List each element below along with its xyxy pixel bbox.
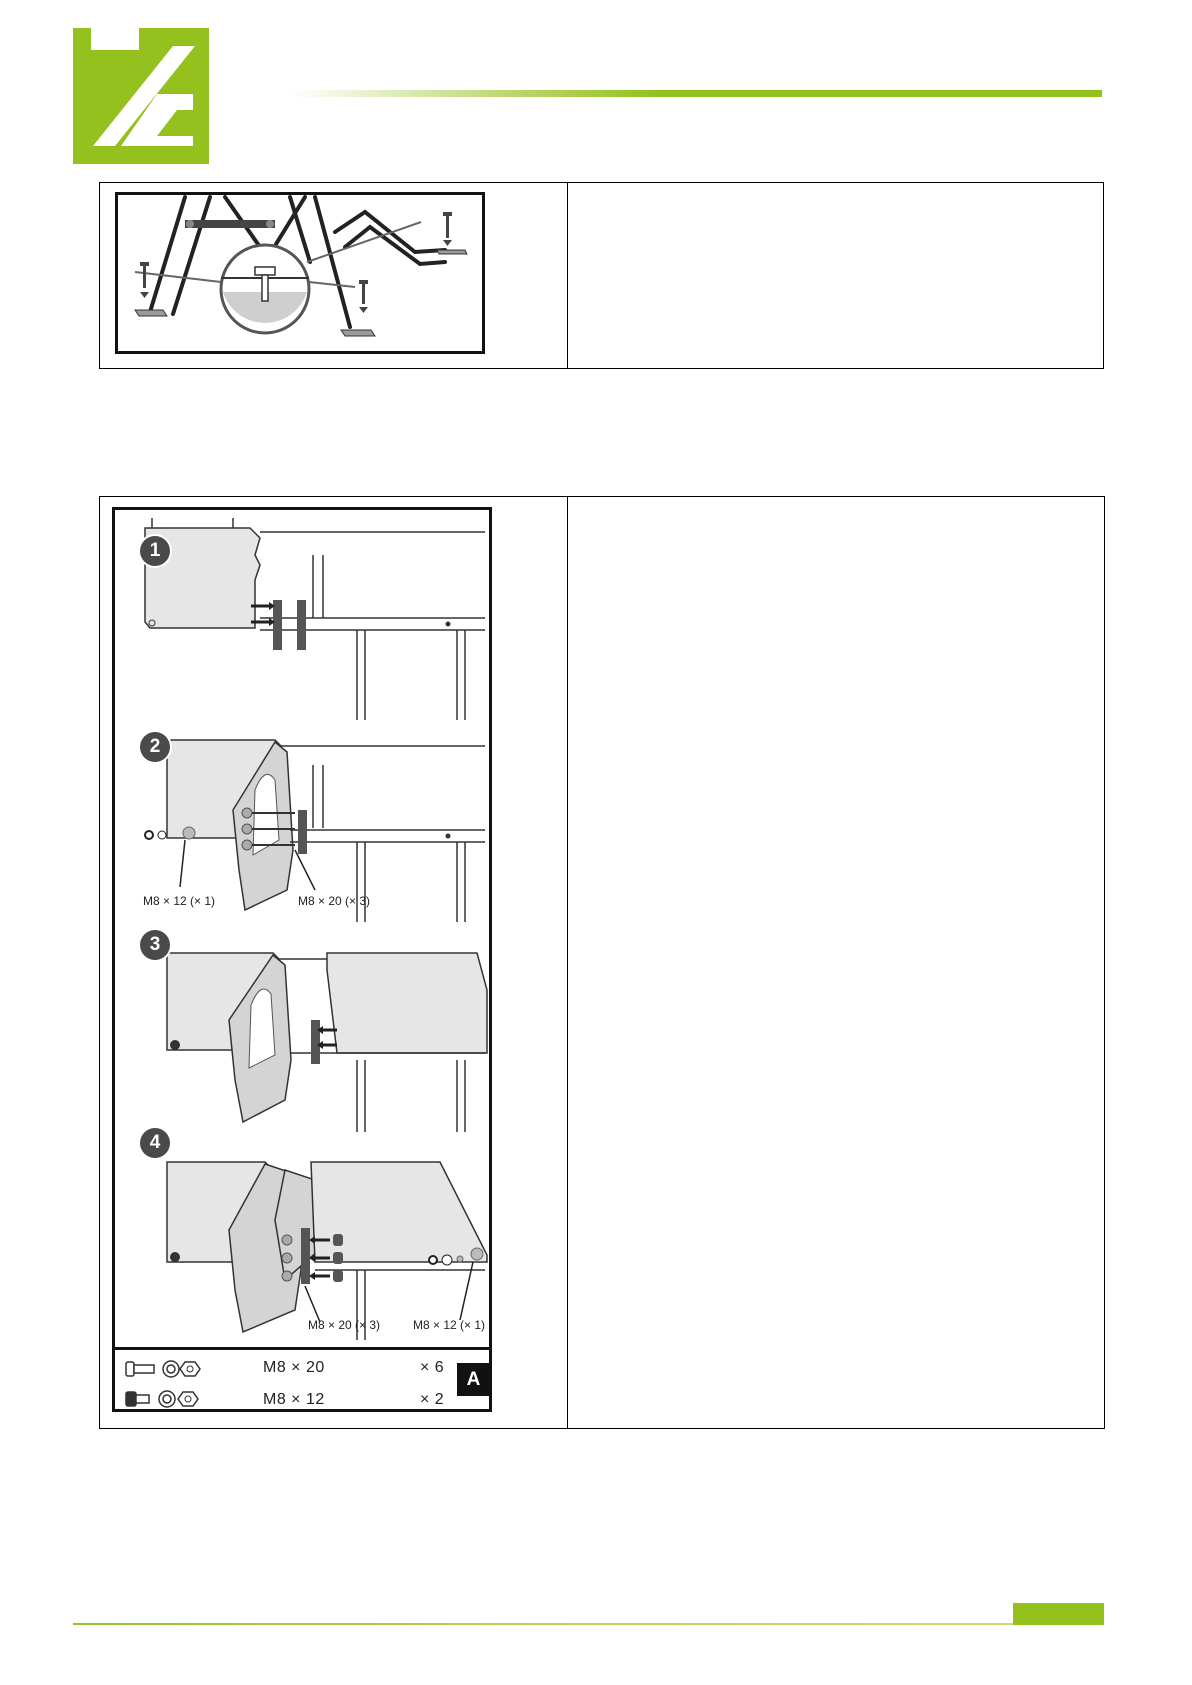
step-1-badge: 1	[140, 536, 170, 566]
header-rule	[290, 90, 1102, 97]
bolt-washer-nut-icon	[125, 1358, 205, 1380]
hardware-size-2: M8 × 12	[263, 1391, 325, 1408]
step-2-callout-right: M8 × 20 (× 3)	[298, 894, 371, 908]
assembly-panel-divider	[567, 496, 568, 1429]
step-2-badge: 2	[140, 732, 170, 762]
hardware-legend	[115, 1347, 489, 1412]
kit-label-badge: A	[457, 1363, 490, 1396]
assembly-illustration	[112, 507, 492, 1412]
step-3-badge: 3	[140, 930, 170, 960]
step-4-callout-right: M8 × 12 (× 1)	[413, 1318, 486, 1332]
step-4-callout-left: M8 × 20 (× 3)	[308, 1318, 381, 1332]
top-panel-divider	[567, 182, 568, 369]
assembly-steps-drawing	[115, 510, 489, 1350]
hardware-qty-1: × 6	[420, 1359, 445, 1376]
hardware-qty-2: × 2	[420, 1391, 445, 1408]
brand-logo-icon	[73, 28, 209, 164]
step-2-callout-left: M8 × 12 (× 1)	[143, 894, 216, 908]
footer-rule	[73, 1623, 1013, 1625]
footer-page-tab	[1013, 1603, 1104, 1625]
stand-feet-illustration	[115, 192, 485, 354]
step-4-badge: 4	[140, 1128, 170, 1158]
hardware-size-1: M8 × 20	[263, 1359, 325, 1376]
short-bolt-washer-nut-icon	[125, 1388, 205, 1410]
